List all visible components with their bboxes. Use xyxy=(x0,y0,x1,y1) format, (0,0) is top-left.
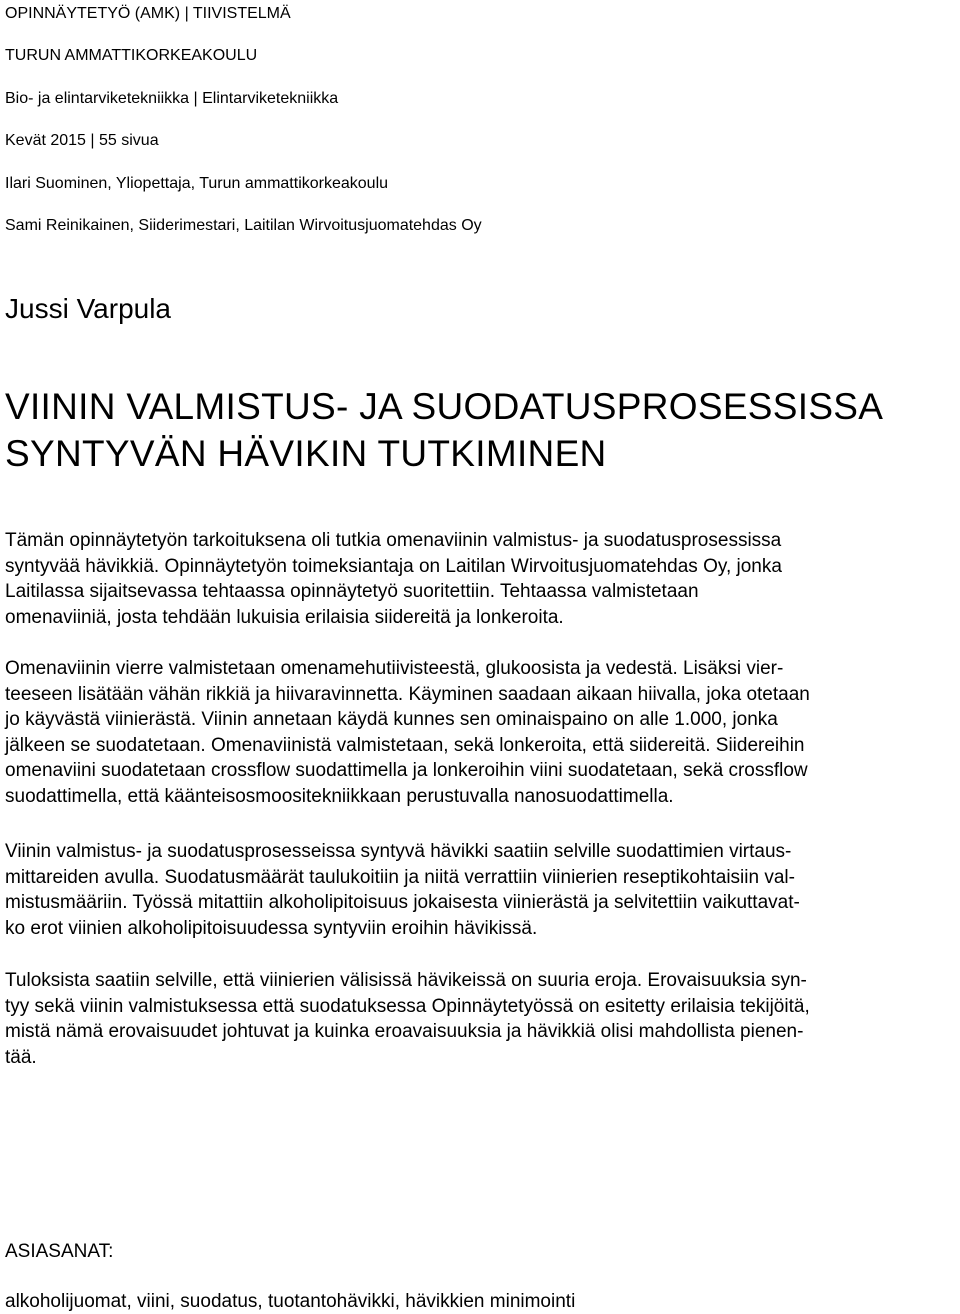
keywords-label: ASIASANAT: xyxy=(5,1241,114,1262)
title-line: SYNTYVÄN HÄVIKIN TUTKIMINEN xyxy=(5,433,607,474)
abstract-paragraph-1 xyxy=(5,528,782,630)
text-line: Omenaviinin vierre valmistetaan omenamehutiivisteestä, glukoosista ja vedestä. Lisäksi vier- xyxy=(5,658,784,679)
text-line: mistusmääriin. Työssä mitattiin alkoholipitoisuus jokaisesta viinierästä ja selvitettiin vaikuttavat- xyxy=(5,892,800,913)
date-and-pages: Kevät 2015 | 55 sivua xyxy=(5,132,159,149)
text-line: tää. xyxy=(5,1046,37,1068)
text-line: jo käyvästä viinierästä. Viinin annetaan käydä kunnes sen ominaispaino on alle 1.000, jonka xyxy=(5,709,778,730)
abstract-paragraph-2 xyxy=(5,656,810,809)
thesis-title xyxy=(5,383,883,477)
text-line: Tämän opinnäytetyön tarkoituksena oli tutkia omenaviinin valmistus- ja suodatusprosessissa xyxy=(5,530,782,551)
text-line: syntyvää hävikkiä. Opinnäytetyön toimeksiantaja on Laitilan Wirvoitusjuomatehdas Oy, jonka xyxy=(5,555,782,577)
text-line: Laitilassa sijaitsevassa tehtaassa opinnäytetyö suoritettiin. Tehtaassa valmistetaan xyxy=(5,581,699,602)
text-line: Tuloksista saatiin selville, että viinierien välisissä hävikeissä on suuria eroja. Erovaisuuksia syn- xyxy=(5,970,807,991)
text-line: teeseen lisätään vähän rikkiä ja hiivaravinnetta. Käyminen saadaan aikaan hiivalla, joka otetaan xyxy=(5,683,810,705)
degree-programme: Bio- ja elintarviketekniikka | Elintarviketekniikka xyxy=(5,90,339,107)
institution: TURUN AMMATTIKORKEAKOULU xyxy=(5,47,258,64)
abstract-paragraph-4 xyxy=(5,968,810,1070)
text-line: omenaviiniä, josta tehdään lukuisia erilaisia siidereitä ja lonkeroita. xyxy=(5,606,564,628)
author-name: Jussi Varpula xyxy=(5,293,172,324)
text-line: ko erot viinien alkoholipitoisuudessa syntyviin eroihin hävikissä. xyxy=(5,917,538,939)
text-line: jälkeen se suodatetaan. Omenaviinistä valmistetaan, sekä lonkeroita, että siidereitä. Siidereihin xyxy=(5,734,805,756)
text-line: mittareiden avulla. Suodatusmäärät taulukoitiin ja niitä verrattiin viinierien reseptikohtaisiin val- xyxy=(5,866,795,888)
text-line: Viinin valmistus- ja suodatusprosesseissa syntyvä hävikki saatiin selville suodattimien virtaus- xyxy=(5,841,792,862)
supervisor-2: Sami Reinikainen, Siiderimestari, Laitilan Wirvoitusjuomatehdas Oy xyxy=(5,217,482,234)
text-line: omenaviini suodatetaan crossflow suodattimella ja lonkeroihin viini suodatetaan, sekä crossflow xyxy=(5,760,808,781)
text-line: suodattimella, että käänteisosmoositekniikkaan perustuvalla nanosuodattimella. xyxy=(5,785,674,807)
supervisor-1: Ilari Suominen, Yliopettaja, Turun ammattikorkeakoulu xyxy=(5,175,389,192)
abstract-paragraph-3 xyxy=(5,839,800,941)
text-line: tyy sekä viinin valmistuksessa että suodatuksessa Opinnäytetyössä on esitetty erilaisia tekijöitä, xyxy=(5,995,810,1017)
text-line: mistä nämä erovaisuudet johtuvat ja kuinka eroavaisuuksia ja hävikkiä olisi mahdollista pienen- xyxy=(5,1021,804,1042)
document-type: OPINNÄYTETYÖ (AMK) | TIIVISTELMÄ xyxy=(5,5,291,22)
keywords-list: alkoholijuomat, viini, suodatus, tuotantohävikki, hävikkien minimointi xyxy=(5,1291,576,1312)
title-line: VIININ VALMISTUS- JA SUODATUSPROSESSISSA xyxy=(5,386,884,427)
